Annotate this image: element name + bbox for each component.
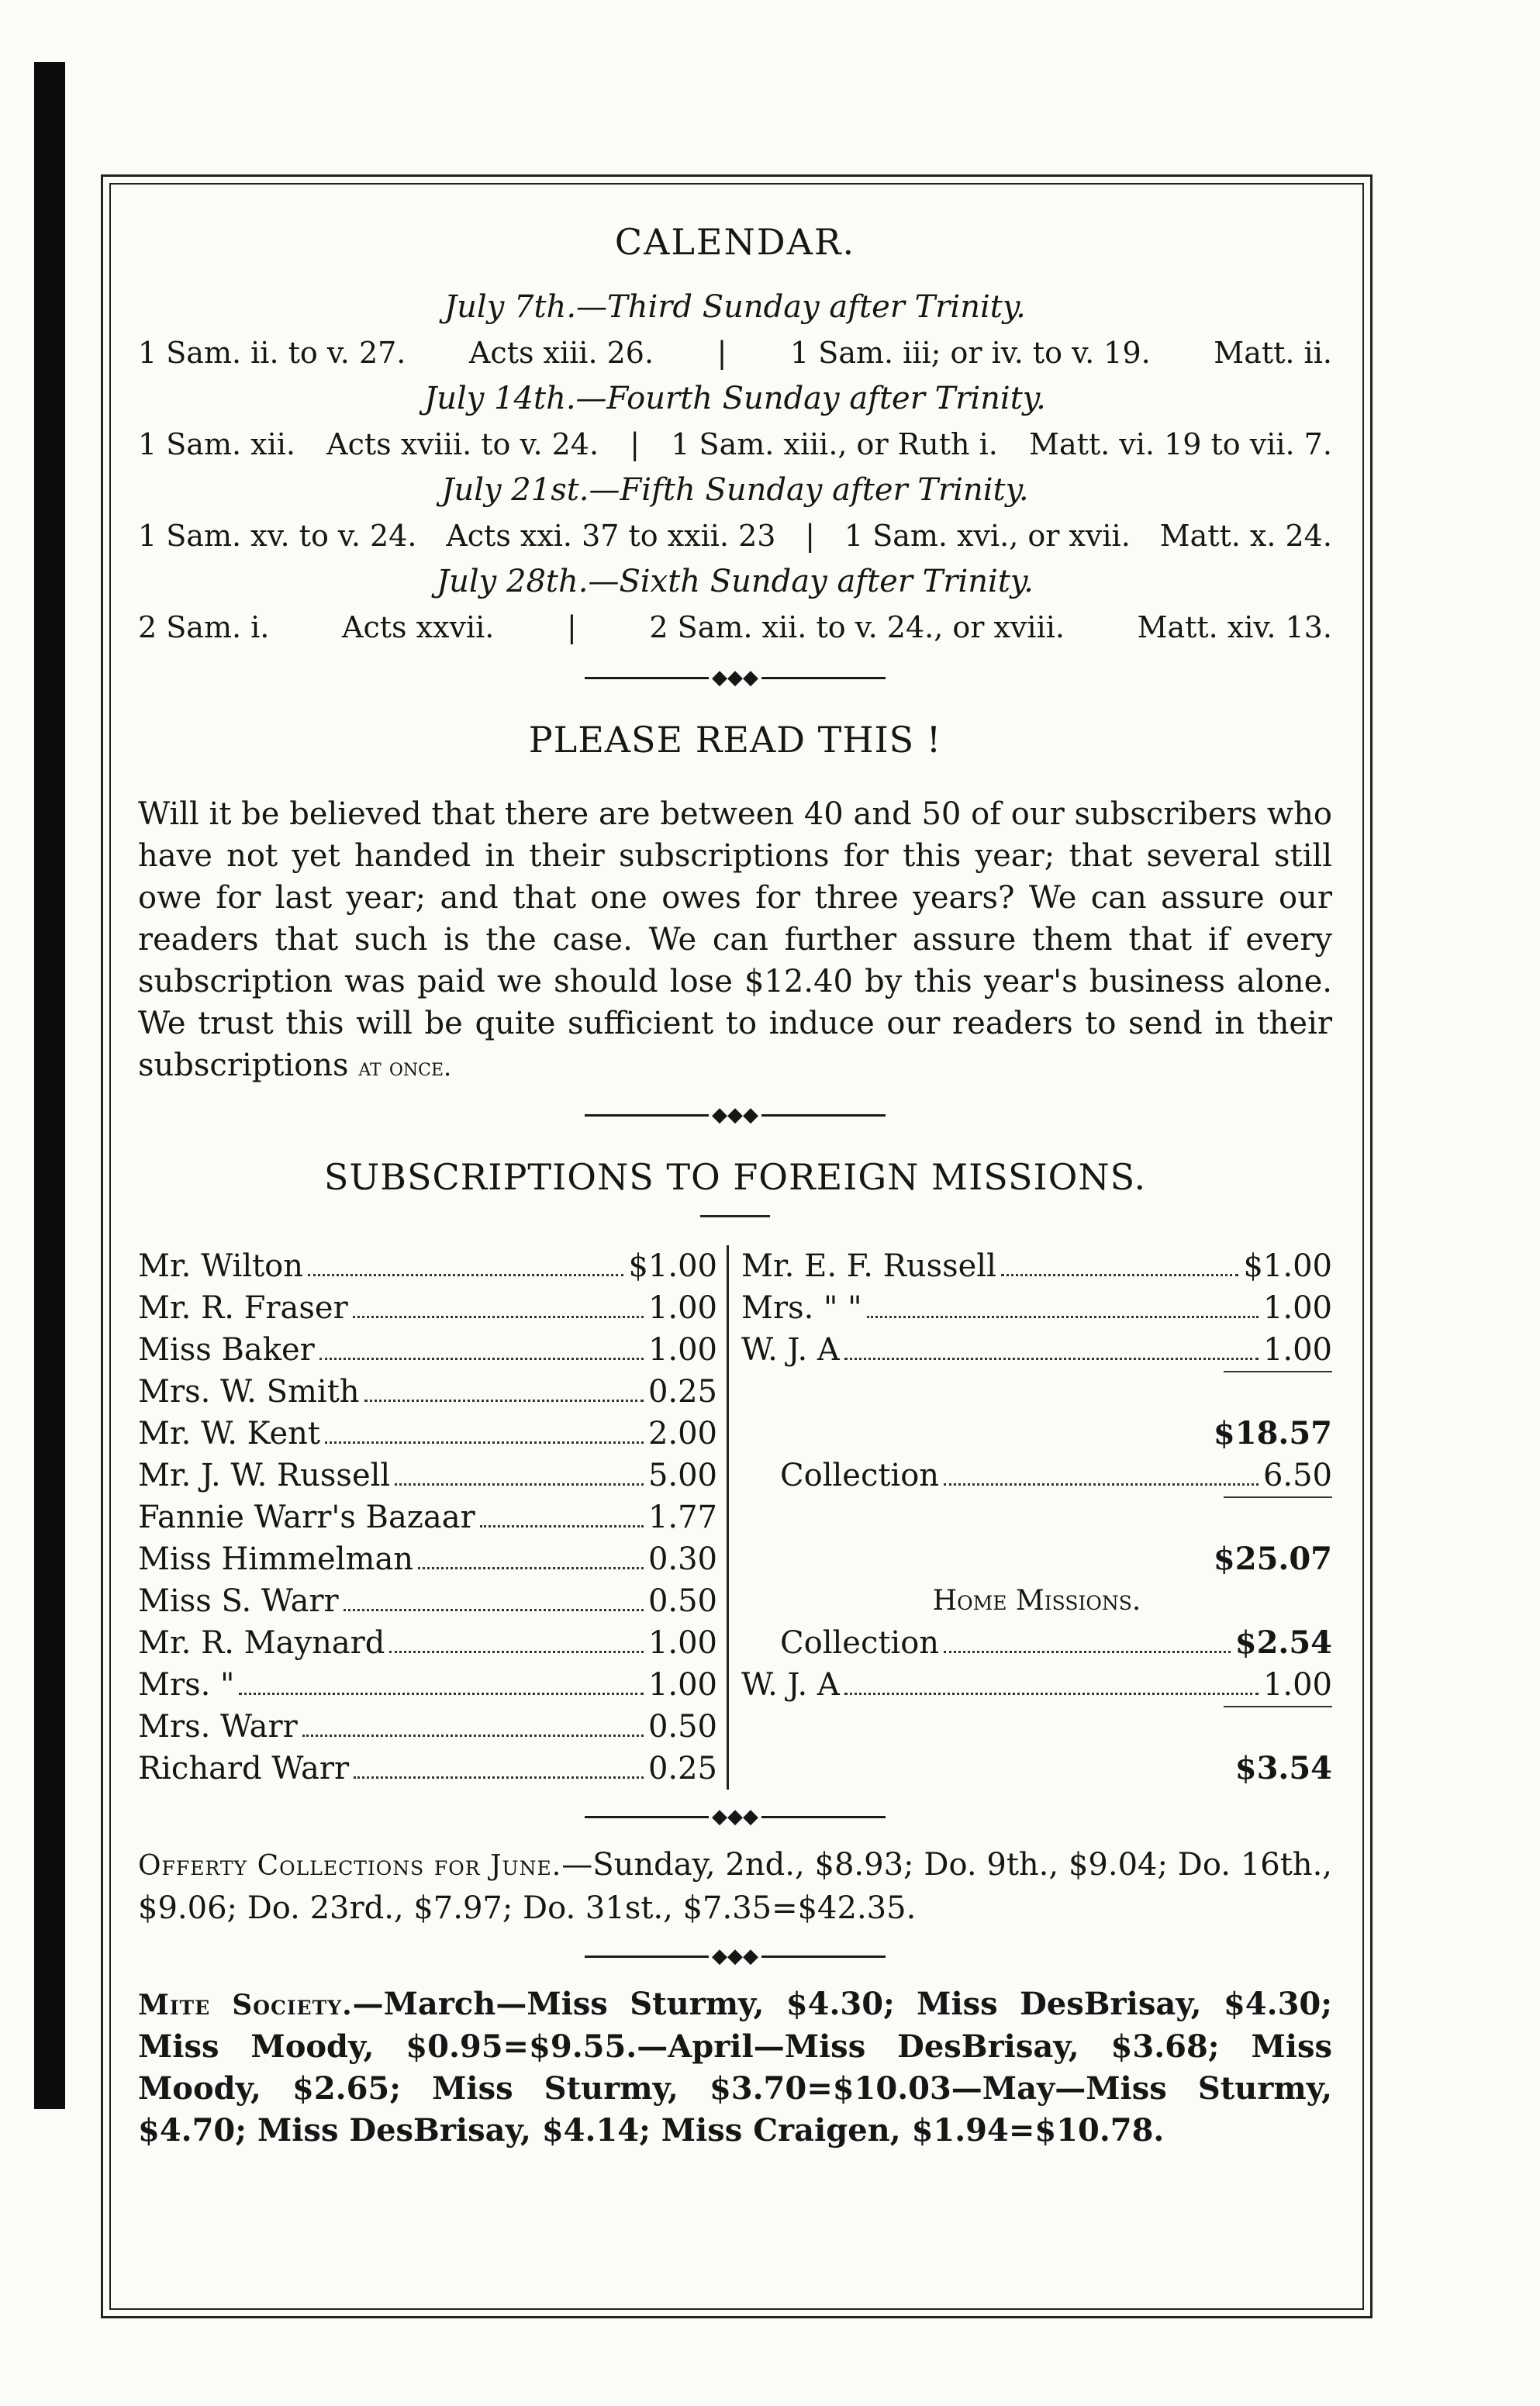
leader-dots — [325, 1441, 644, 1444]
notice-body — [138, 793, 1332, 1088]
subscription-row — [741, 1329, 1332, 1371]
subscriber-name: Mr. J. W. Russell — [138, 1458, 391, 1493]
leader-dots — [353, 1316, 644, 1318]
lesson-fourth: Matt. vi. 19 to vii. 7. — [1029, 427, 1332, 461]
subscriber-name: Miss Baker — [138, 1332, 315, 1368]
home-name: Collection — [780, 1625, 940, 1661]
offerty-lead: Offerty Collections for June. — [138, 1850, 562, 1882]
subscription-amount: 2.00 — [647, 1416, 717, 1452]
lesson-second: Acts xviii. to v. 24. — [326, 427, 599, 461]
lesson-first: 1 Sam. xii. — [138, 427, 295, 461]
subscription-row — [138, 1245, 717, 1287]
offerty-body: —Sunday, 2nd., $8.93; Do. 9th., $9.04; Do. 16th., $9.06; Do. 23rd., $7.97; Do. 31st., $7.35=$42.35. — [138, 1847, 1332, 1926]
calendar-sunday — [138, 285, 1332, 376]
divider-line — [585, 1114, 709, 1117]
subscriber-name: Mr. R. Fraser — [138, 1290, 348, 1326]
lesson-second: Acts xxvii. — [342, 610, 495, 644]
subscriber-name: Mrs. " " — [741, 1290, 862, 1326]
lesson-row — [138, 604, 1332, 651]
subscriber-name: Mrs. " — [138, 1667, 235, 1703]
lesson-row — [138, 330, 1332, 376]
lesson-third: 1 Sam. iii; or iv. to v. 19. — [790, 336, 1151, 370]
leader-dots — [319, 1358, 644, 1360]
foreign-total: $25.07 — [1213, 1541, 1332, 1577]
subscriber-name: Mr. Wilton — [138, 1248, 304, 1284]
leader-dots — [1001, 1274, 1239, 1276]
subscriber-name: Mr. R. Maynard — [138, 1625, 385, 1661]
ornament-divider — [138, 1929, 1332, 1983]
leader-dots — [944, 1483, 1259, 1486]
subscription-amount: 1.00 — [647, 1290, 717, 1326]
subscription-row — [138, 1580, 717, 1622]
lesson-separator: | — [630, 427, 641, 461]
subscription-amount: 0.25 — [647, 1374, 717, 1410]
blank-row — [741, 1496, 1332, 1538]
leader-dots — [395, 1483, 644, 1486]
home-missions-heading: Home Missions. — [932, 1585, 1141, 1617]
lesson-fourth: Matt. x. 24. — [1159, 519, 1332, 553]
binding-edge — [34, 62, 65, 2109]
leader-dots — [844, 1693, 1259, 1695]
subscription-amount: 0.50 — [647, 1583, 717, 1619]
total-row — [741, 1538, 1332, 1580]
ornament-divider — [138, 1790, 1332, 1844]
subscription-row — [138, 1455, 717, 1496]
subscription-row — [138, 1413, 717, 1455]
subscriptions-right-column — [729, 1245, 1332, 1790]
subscription-row — [138, 1371, 717, 1413]
lesson-fourth: Matt. xiv. 13. — [1137, 610, 1332, 644]
blank-row — [741, 1706, 1332, 1748]
lesson-first: 2 Sam. i. — [138, 610, 270, 644]
ornament-divider — [138, 1088, 1332, 1142]
blank-row — [741, 1371, 1332, 1413]
divider-line — [585, 1816, 709, 1818]
lesson-separator: | — [566, 610, 577, 644]
subscription-amount: 5.00 — [647, 1458, 717, 1493]
subscriber-name: Mrs. W. Smith — [138, 1374, 360, 1410]
subscription-row — [138, 1622, 717, 1664]
foreign-missions-heading: SUBSCRIPTIONS TO FOREIGN MISSIONS. — [323, 1156, 1147, 1198]
subscription-amount: 0.50 — [647, 1709, 717, 1745]
leader-dots — [344, 1609, 644, 1611]
lesson-separator: | — [805, 519, 816, 553]
divider-ornament: ◆◆◆ — [712, 1945, 758, 1968]
lesson-first: 1 Sam. ii. to v. 27. — [138, 336, 406, 370]
leader-dots — [844, 1358, 1259, 1360]
subscriber-name: Fannie Warr's Bazaar — [138, 1500, 475, 1535]
mite-lead: Mite Society. — [138, 1989, 353, 2021]
subtotal-row — [741, 1413, 1332, 1455]
divider-ornament: ◆◆◆ — [712, 1103, 758, 1127]
leader-dots — [239, 1693, 644, 1695]
sunday-title: July 21st.—Fifth Sunday after Trinity. — [441, 472, 1029, 508]
notice-heading: PLEASE READ THIS ! — [528, 719, 942, 761]
short-rule — [700, 1215, 770, 1217]
subscriber-name: W. J. A — [741, 1332, 840, 1368]
home-name: W. J. A — [741, 1667, 840, 1703]
subscriber-name: Miss S. Warr — [138, 1583, 339, 1619]
home-total: $3.54 — [1234, 1750, 1332, 1786]
sunday-title: July 14th.—Fourth Sunday after Trinity. — [424, 381, 1046, 416]
divider-line — [761, 1114, 886, 1117]
home-amount: 1.00 — [1262, 1667, 1332, 1703]
lesson-third: 1 Sam. xiii., or Ruth i. — [671, 427, 998, 461]
subscription-amount: 0.30 — [647, 1541, 717, 1577]
subscriber-name: Mr. E. F. Russell — [741, 1248, 996, 1284]
offerty-paragraph — [138, 1844, 1332, 1929]
subscription-amount: 1.00 — [1262, 1332, 1332, 1368]
sum-rule — [1224, 1371, 1332, 1372]
subscriber-name: Richard Warr — [138, 1751, 350, 1786]
lesson-second: Acts xiii. 26. — [468, 336, 654, 370]
divider-line — [585, 677, 709, 679]
subscription-amount: 1.00 — [647, 1332, 717, 1368]
subscriptions-table — [138, 1245, 1332, 1790]
subscription-row — [138, 1748, 717, 1790]
subscription-row — [138, 1329, 717, 1371]
divider-line — [761, 1816, 886, 1818]
subscription-amount: 1.77 — [647, 1500, 717, 1535]
notice-text: Will it be believed that there are between 40 and 50 of our subscribers who have not yet handed in their subscriptions for this year; that several still owe for last year; and that one owes for three years? We can assure our readers that such is the case. We can further assure them that if every subscription was paid we should lose $12.40 by this year's business alone. We trust this will be quite sufficient to induce our readers to send in their subscriptions — [138, 796, 1332, 1083]
lesson-third: 1 Sam. xvi., or xvii. — [844, 519, 1131, 553]
calendar-sunday — [138, 468, 1332, 559]
leader-dots — [364, 1400, 644, 1402]
lesson-third: 2 Sam. xii. to v. 24., or xviii. — [649, 610, 1065, 644]
divider-ornament: ◆◆◆ — [712, 666, 758, 689]
divider-line — [761, 677, 886, 679]
home-amount: $2.54 — [1234, 1624, 1332, 1661]
calendar-heading: CALENDAR. — [614, 221, 856, 263]
lesson-row — [138, 513, 1332, 559]
sunday-title: July 7th.—Third Sunday after Trinity. — [444, 289, 1026, 325]
subscription-row — [138, 1287, 717, 1329]
leader-dots — [418, 1567, 644, 1569]
mite-society-paragraph — [138, 1983, 1332, 2152]
subscription-amount: $1.00 — [1243, 1248, 1332, 1284]
subscription-amount: 0.25 — [647, 1751, 717, 1786]
subscription-amount: $1.00 — [628, 1248, 717, 1284]
divider-line — [761, 1956, 886, 1958]
subscription-amount: 1.00 — [647, 1667, 717, 1703]
page-content — [138, 221, 1332, 2152]
divider-ornament: ◆◆◆ — [712, 1805, 758, 1828]
collection-amount: 6.50 — [1262, 1458, 1332, 1493]
home-row — [741, 1664, 1332, 1706]
subscriber-name: Miss Himmelman — [138, 1541, 414, 1577]
subscription-row — [138, 1496, 717, 1538]
subscriber-name: Mr. W. Kent — [138, 1416, 320, 1452]
sum-rule — [1224, 1496, 1332, 1498]
notice-tail: at once. — [358, 1052, 452, 1082]
divider-line — [585, 1956, 709, 1958]
leader-dots — [308, 1274, 623, 1276]
subscription-amount: 1.00 — [1262, 1290, 1332, 1326]
collection-row — [741, 1455, 1332, 1496]
subscription-row — [741, 1245, 1332, 1287]
sum-rule — [1224, 1706, 1332, 1707]
subscription-amount: 1.00 — [647, 1625, 717, 1661]
leader-dots — [389, 1651, 644, 1653]
sunday-title: July 28th.—Sixth Sunday after Trinity. — [437, 564, 1034, 599]
lesson-separator: | — [716, 336, 727, 370]
lesson-row — [138, 421, 1332, 468]
subscription-row — [138, 1538, 717, 1580]
mite-body: —March—Miss Sturmy, $4.30; Miss DesBrisay, $4.30; Miss Moody, $0.95=$9.55.—April—Miss DesBrisay, $3.68; Miss Moody, $2.65; Miss Sturmy, $3.70=$10.03—May—Miss Sturmy, $4.70; Miss DesBrisay, $4.14; Miss Craigen, $1.94=$10.78. — [138, 1986, 1332, 2149]
calendar-sunday — [138, 376, 1332, 468]
leader-dots — [480, 1525, 644, 1527]
leader-dots — [867, 1316, 1259, 1318]
subscriptions-left-column — [138, 1245, 729, 1790]
home-total-row — [741, 1748, 1332, 1790]
ornament-divider — [138, 651, 1332, 705]
leader-dots — [302, 1735, 644, 1737]
subscription-row — [138, 1664, 717, 1706]
collection-label: Collection — [780, 1458, 940, 1493]
calendar-sunday — [138, 559, 1332, 651]
lesson-second: Acts xxi. 37 to xxii. 23 — [446, 519, 776, 553]
lesson-fourth: Matt. ii. — [1214, 336, 1332, 370]
leader-dots — [944, 1651, 1231, 1653]
subscription-row — [138, 1706, 717, 1748]
leader-dots — [354, 1776, 644, 1779]
subscription-row — [741, 1287, 1332, 1329]
subscriber-name: Mrs. Warr — [138, 1709, 298, 1745]
lesson-first: 1 Sam. xv. to v. 24. — [138, 519, 417, 553]
home-row — [741, 1622, 1332, 1664]
foreign-subtotal: $18.57 — [1213, 1415, 1332, 1452]
